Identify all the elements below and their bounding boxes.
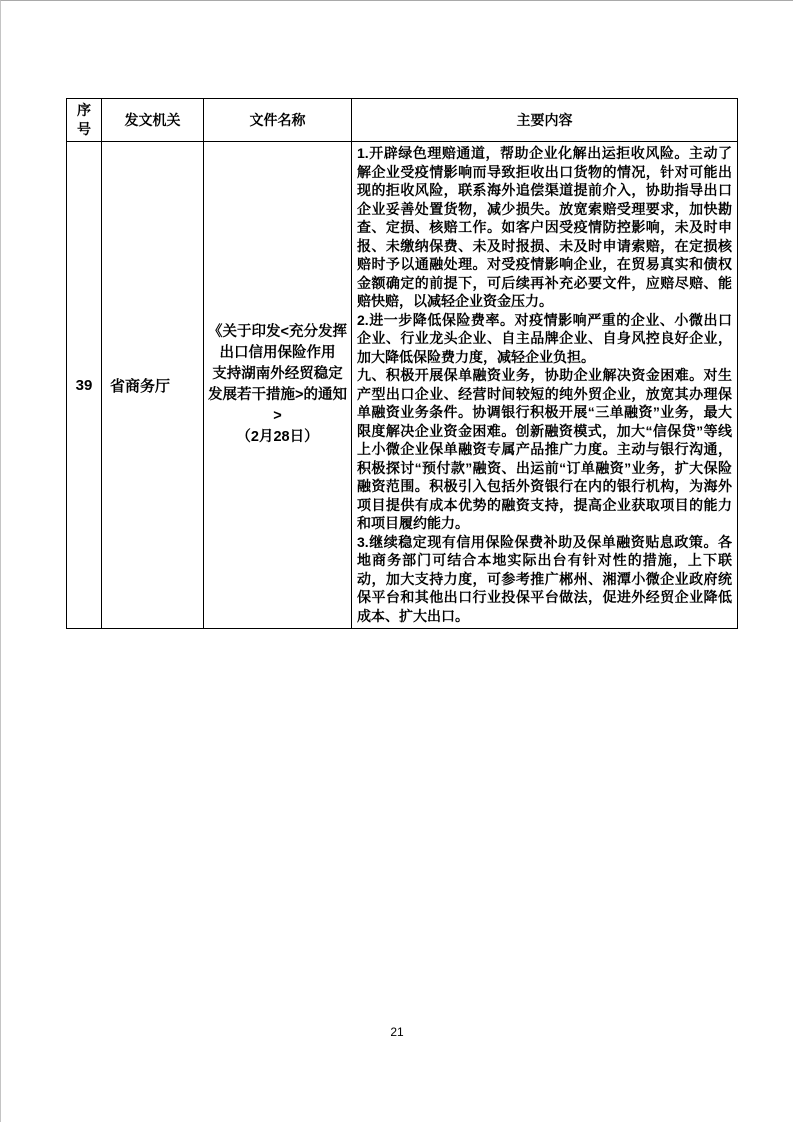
- doc-title: 《关于印发<充分发挥出口信用保险作用 支持湖南外经贸稳定发展若干措施>的通知>: [208, 324, 350, 424]
- header-agency: 发文机关: [102, 99, 204, 142]
- page-number: 21: [390, 1025, 404, 1039]
- header-doc-name: 文件名称: [204, 99, 352, 142]
- policy-documents-table: [66, 98, 738, 629]
- content-paragraph: 3.继续稳定现有信用保险保费补助及保单融资贴息政策。各地商务部门可结合本地实际出台有针对性的措施，上下联动，加大支持力度，可参考推广郴州、湘潭小微企业政府统保平台和其他出口行业投保平台做法，促进外经贸企业降低成本、扩大出口。: [357, 533, 732, 624]
- row-index-cell: 39: [67, 142, 102, 629]
- content-paragraph: 2.进一步降低保险费率。对疫情影响严重的企业、小微出口企业、行业龙头企业、自主品牌企业、自身风控良好企业，加大降低保险费力度，减轻企业负担。: [357, 311, 732, 365]
- agency-cell: 省商务厅: [102, 142, 204, 629]
- table-row: [67, 142, 738, 629]
- content-paragraph: 九、积极开展保单融资业务，协助企业解决资金困难。对生产型出口企业、经营时间较短的纯外贸企业，放宽其办理保单融资业务条件。协调银行积极开展“三单融资”业务，最大限度解决企业资金困难。创新融资模式，加大“信保贷”等线上小微企业保单融资专属产品推广力度。主动与银行沟通，积极探讨“预付款”融资、出运前“订单融资”业务，扩大保险融资范围。积极引入包括外资银行在内的银行机构，为海外项目提供有成本优势的融资支持，提高企业获取项目的能力和项目履约能力。: [357, 367, 732, 531]
- main-content-cell: [352, 142, 738, 629]
- content-paragraph: 1.开辟绿色理赔通道，帮助企业化解出运拒收风险。主动了解企业受疫情影响而导致拒收出口货物的情况，针对可能出现的拒收风险，联系海外追偿渠道提前介入，协助指导出口企业妥善处置货物，减少损失。放宽索赔受理要求，加快勘查、定损、核赔工作。如客户因受疫情防控影响，未及时申报、未缴纳保费、未及时报损、未及时申请索赔，在定损核赔时予以通融处理。对受疫情影响企业，在贸易真实和债权金额确定的前提下，可后续再补充必要文件，应赔尽赔、能赔快赔，以减轻企业资金压力。: [357, 145, 732, 309]
- header-index: 序号: [67, 99, 102, 142]
- doc-date: （2月28日）: [236, 429, 319, 445]
- table-header-row: [67, 99, 738, 142]
- doc-title-cell: [204, 142, 352, 629]
- header-main-content: 主要内容: [352, 99, 738, 142]
